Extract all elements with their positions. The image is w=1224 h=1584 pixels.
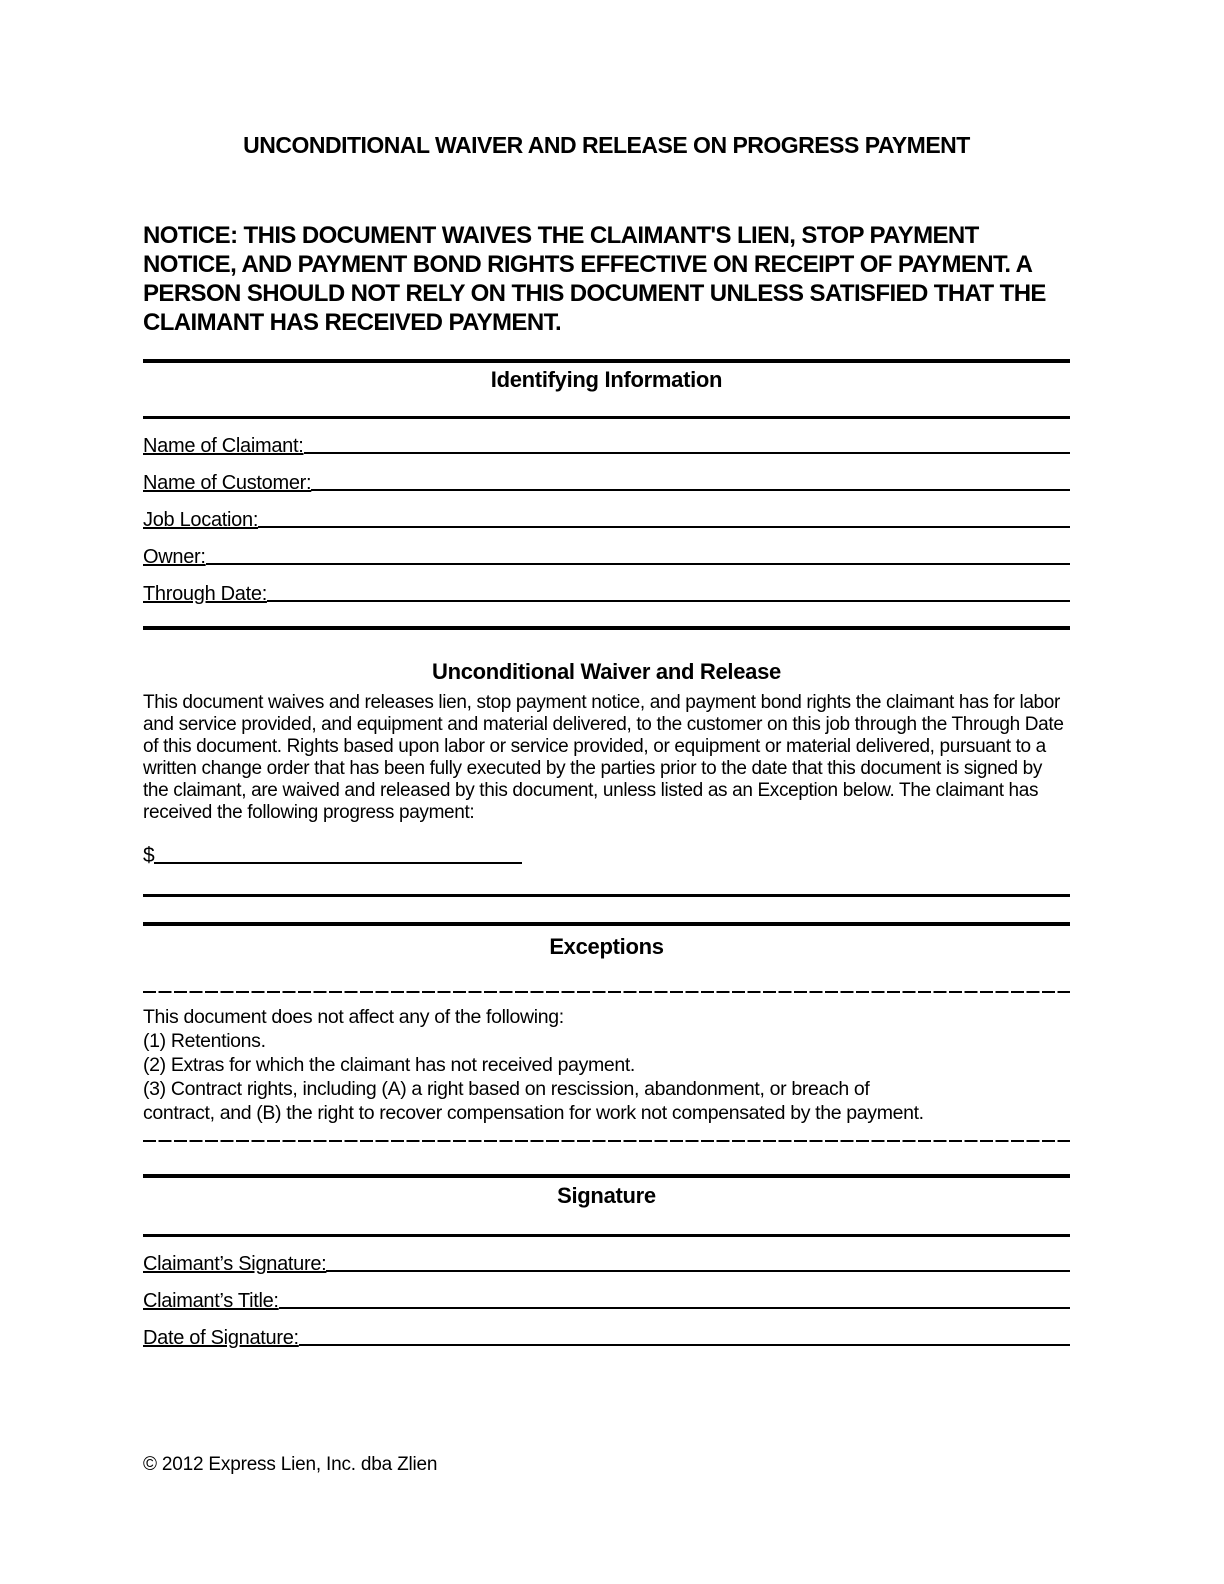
payment-amount-blank-line [154, 862, 522, 864]
section-divider [143, 1234, 1070, 1237]
owner-blank-line [206, 562, 1070, 565]
identifying-information-heading: Identifying Information [490, 367, 723, 392]
document-title: UNCONDITIONAL WAIVER AND RELEASE ON PROGRESS PAYMENT [243, 132, 970, 158]
waiver-heading: Unconditional Waiver and Release [431, 659, 781, 684]
claimant-signature-blank-line [326, 1269, 1070, 1272]
name-of-customer-blank-line [311, 488, 1070, 491]
exceptions-blank-line [143, 991, 1070, 993]
exceptions-item-1: (1) Retentions. [143, 1030, 266, 1052]
signature-fields [143, 1239, 1070, 1350]
through-date-label: Through Date: [143, 583, 267, 605]
section-divider [143, 359, 1070, 363]
section-divider [143, 922, 1070, 926]
section-divider [143, 1174, 1070, 1178]
notice-paragraph: NOTICE: THIS DOCUMENT WAIVES THE CLAIMANT'S LIEN, STOP PAYMENT NOTICE, AND PAYMENT BOND RIGHTS EFFECTIVE ON RECEIPT OF PAYMENT. A PERSON SHOULD NOT RELY ON THIS DOCUMENT UNLESS SATISFIED THAT THE CLAIMANT HAS RECEIVED PAYMENT. [143, 222, 1046, 336]
field-row-claimant-signature [143, 1239, 1070, 1276]
field-row-date-of-signature [143, 1313, 1070, 1350]
copyright-footer: © 2012 Express Lien, Inc. dba Zlien [143, 1454, 438, 1475]
section-divider [143, 626, 1070, 630]
exceptions-heading: Exceptions [549, 934, 664, 959]
exceptions-item-3: (3) Contract rights, including (A) a right based on rescission, abandonment, or breach of [143, 1078, 870, 1100]
exceptions-item-3-continued: contract, and (B) the right to recover compensation for work not compensated by the payment. [143, 1102, 924, 1124]
field-row-name-of-customer [143, 458, 1070, 495]
field-row-claimant-title [143, 1276, 1070, 1313]
owner-label: Owner: [143, 546, 206, 568]
name-of-claimant-label: Name of Claimant: [143, 435, 304, 457]
payment-amount-row [143, 838, 1070, 868]
exceptions-intro-line: This document does not affect any of the following: [143, 1006, 564, 1028]
exceptions-text [143, 1005, 1070, 1125]
dollar-sign-label: $ [143, 844, 155, 867]
date-of-signature-blank-line [299, 1343, 1070, 1346]
section-divider [143, 894, 1070, 897]
identifying-information-fields [143, 421, 1070, 606]
date-of-signature-label: Date of Signature: [143, 1327, 299, 1349]
name-of-customer-label: Name of Customer: [143, 472, 312, 494]
section-divider [143, 416, 1070, 419]
name-of-claimant-blank-line [304, 451, 1070, 454]
claimant-title-blank-line [279, 1306, 1070, 1309]
claimant-signature-label: Claimant’s Signature: [143, 1253, 327, 1275]
field-row-job-location [143, 495, 1070, 532]
exceptions-item-2: (2) Extras for which the claimant has not received payment. [143, 1054, 635, 1076]
exceptions-blank-line [143, 1140, 1070, 1142]
waiver-body-paragraph: This document waives and releases lien, stop payment notice, and payment bond rights the claimant has for labor and service provided, and equipment and material delivered, to the customer on this job through the Through Date of this document. Rights based upon labor or service provided, or equipment or material delivered, pursuant to a written change order that has been fully executed by the parties prior to the date that this document is signed by the claimant, are waived and released by this document, unless listed as an Exception below. The claimant has received the following progress payment: [143, 692, 1064, 823]
field-row-name-of-claimant [143, 421, 1070, 458]
claimant-title-label: Claimant’s Title: [143, 1290, 279, 1312]
field-row-owner [143, 532, 1070, 569]
job-location-blank-line [258, 525, 1070, 528]
job-location-label: Job Location: [143, 509, 259, 531]
field-row-through-date [143, 569, 1070, 606]
signature-heading: Signature [557, 1183, 656, 1208]
through-date-blank-line [267, 599, 1070, 602]
